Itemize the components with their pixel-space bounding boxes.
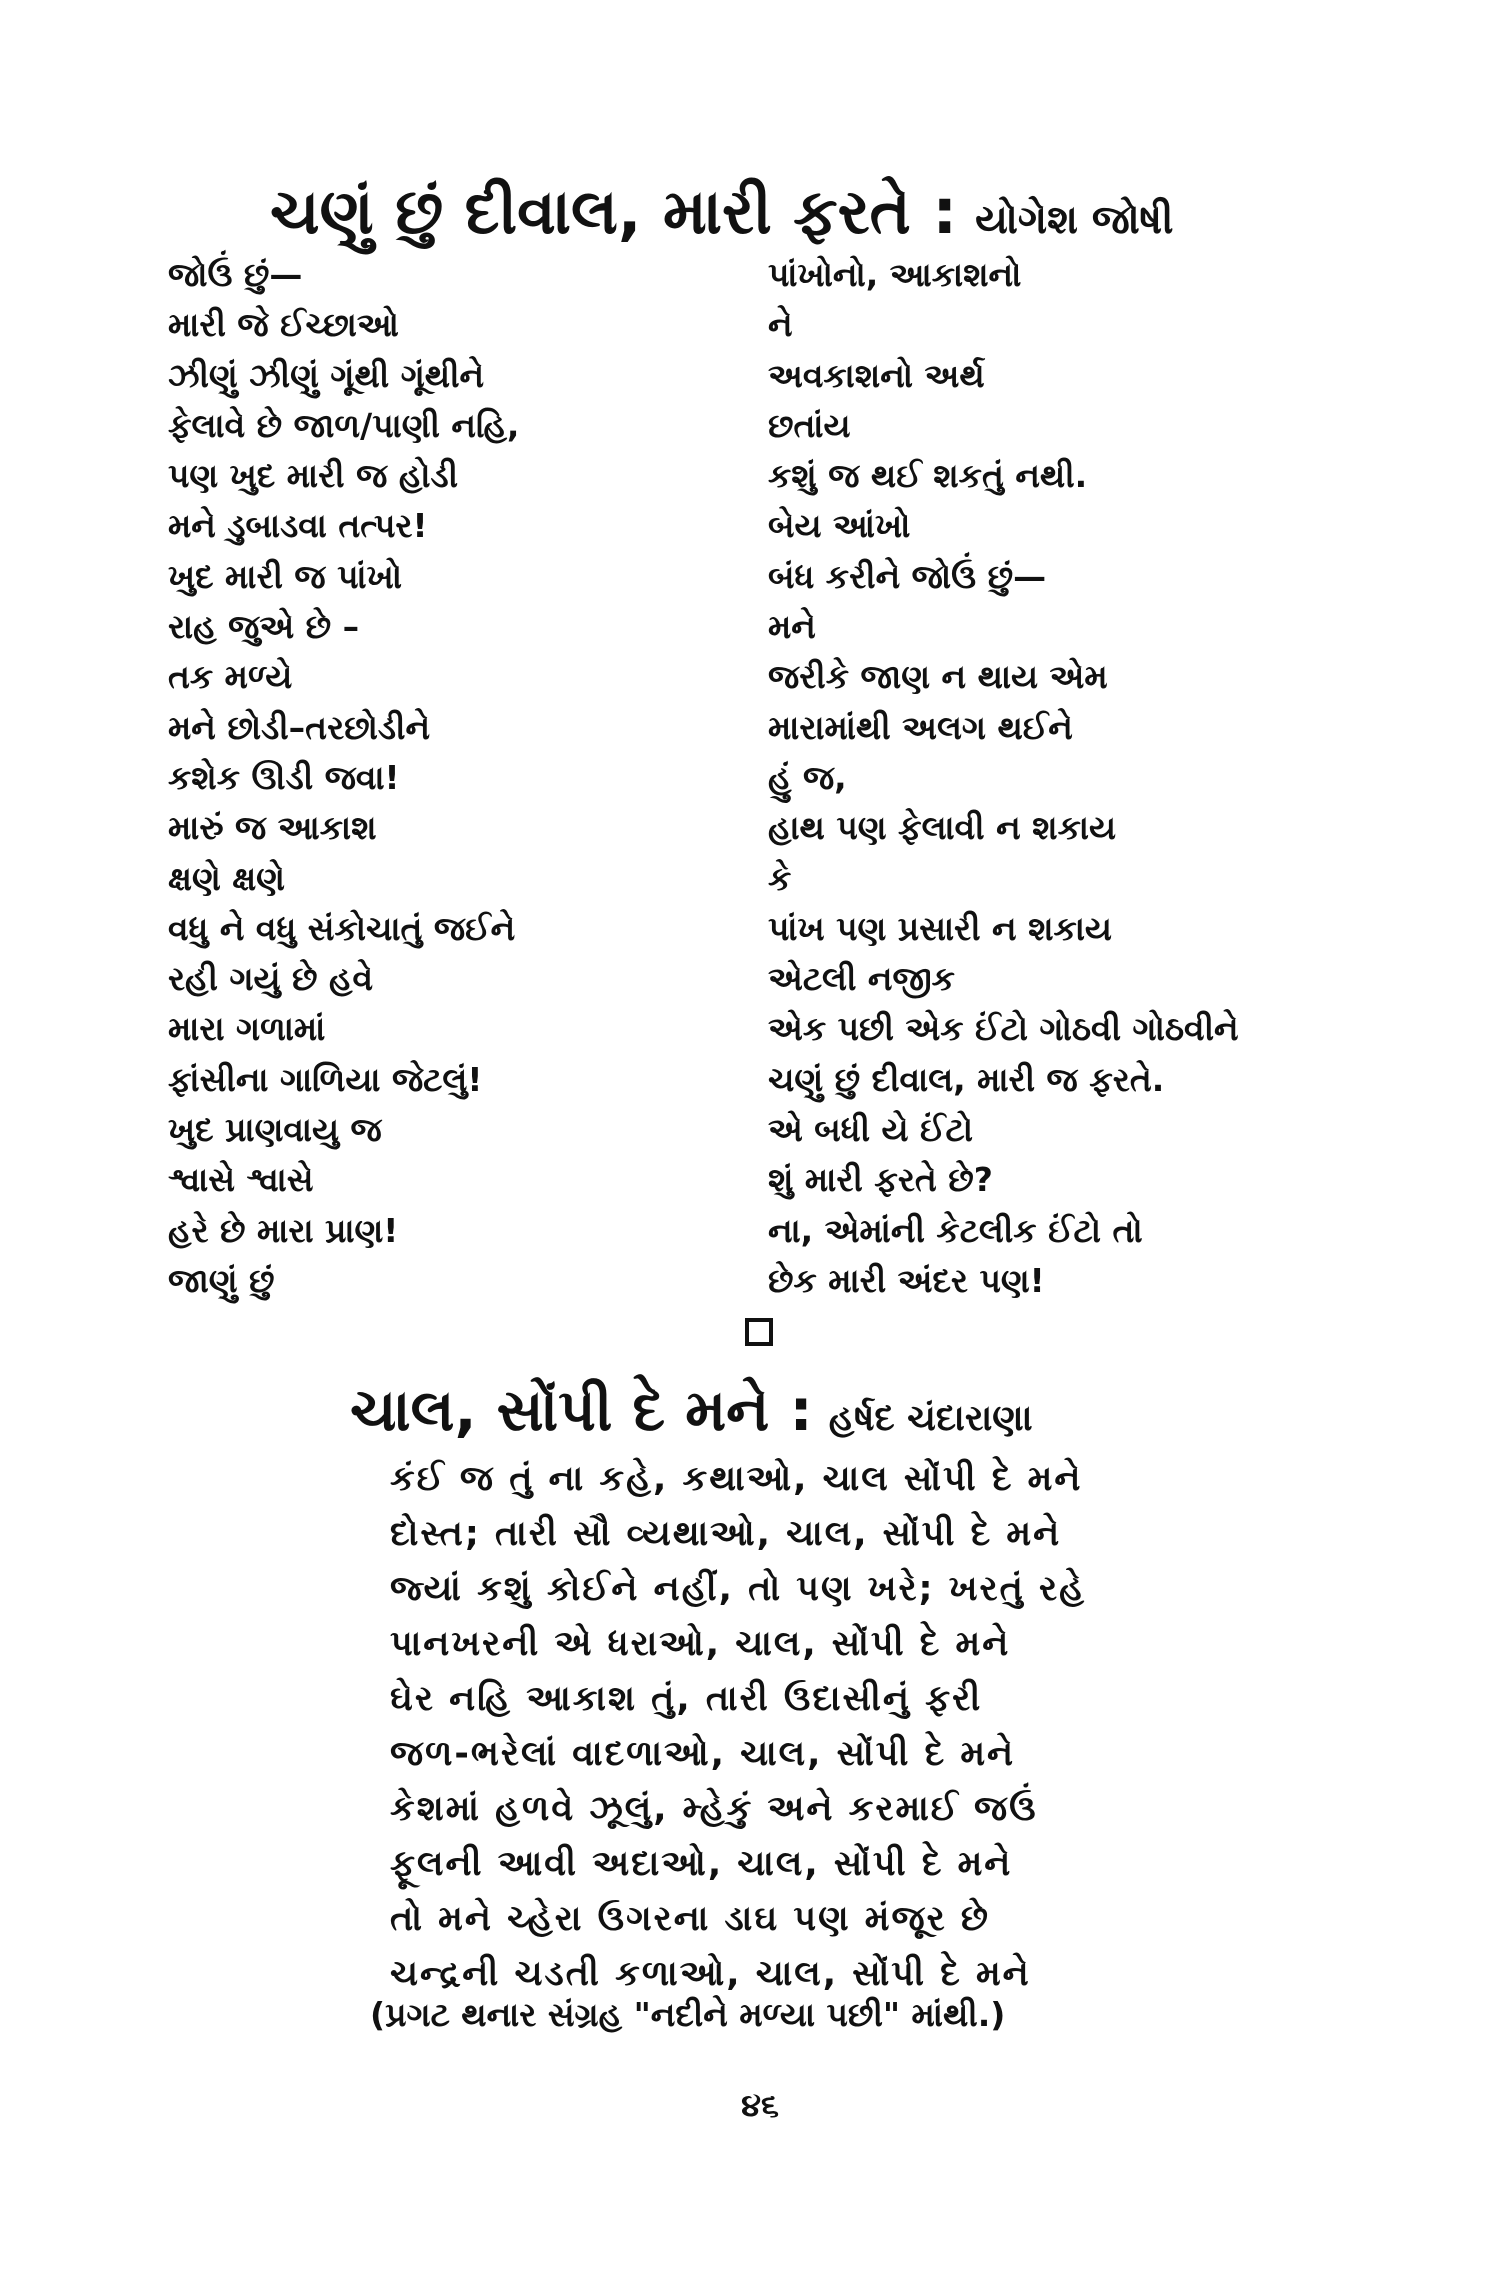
ghazal-line: કેશમાં હળવે ઝૂલું, મ્હેકું અને કરમાઈ જઉં — [390, 1789, 1038, 1829]
poem-line: ઝીણું ઝીણું ગૂંથી ગૂંથીને — [168, 355, 485, 395]
poem-line: બેય આંખો — [768, 506, 911, 546]
poem-line: તક મળ્યે — [168, 657, 293, 697]
ghazal-line: પાનખરની એ ધરાઓ, ચાલ, સોંપી દે મને — [390, 1624, 1011, 1664]
poem-line: ફેલાવે છે જાળ/પાણી નહિ, — [168, 405, 520, 445]
poem-line: અવકાશનો અર્થ — [768, 355, 985, 395]
source-note: (પ્રગટ થનાર સંગ્રહ "નદીને મળ્યા પછી" માંથી.) — [370, 1995, 1006, 2034]
poem-line: બંધ કરીને જોઉં છું— — [768, 556, 1047, 596]
poem-line: મારા ગળામાં — [168, 1009, 326, 1049]
poem-line: એ બધી યે ઈંટો — [768, 1110, 973, 1150]
poem-line: મારામાંથી અલગ થઈને — [768, 707, 1073, 747]
ghazal-line: ચન્દ્રની ચડતી કળાઓ, ચાલ, સોંપી દે મને — [390, 1954, 1031, 1994]
poem-line: કે — [768, 858, 792, 898]
poem1-left-column — [168, 250, 728, 1306]
poem-line: પાંખ પણ પ્રસારી ન શકાય — [768, 908, 1112, 948]
poem-line: પાંખોનો, આકાશનો — [768, 255, 1022, 294]
poem-line: કશું જ થઈ શકતું નથી. — [768, 456, 1088, 496]
poem-line: મને — [768, 607, 816, 647]
ghazal-line: ફૂલની આવી અદાઓ, ચાલ, સોંપી દે મને — [390, 1844, 1013, 1884]
poem-line: ખુદ પ્રાણવાયુ જ — [168, 1110, 382, 1150]
poem-line: એટલી નજીક — [768, 959, 955, 999]
poem-line: રાહ જુએ છે – — [168, 607, 360, 647]
poem-line: હું જ, — [768, 757, 847, 797]
poem-line: મને છોડી–તરછોડીને — [168, 707, 431, 747]
poem-line: જરીકે જાણ ન થાય એમ — [768, 657, 1108, 697]
poem-line: ખુદ મારી જ પાંખો — [168, 556, 403, 596]
poem2-title: ચાલ, સોંપી દે મને : — [350, 1376, 813, 1444]
ghazal-line: કંઈ જ તું ના કહે, કથાઓ, ચાલ સોંપી દે મને — [390, 1459, 1083, 1499]
poem-line: શું મારી ફરતે છે? — [768, 1160, 993, 1200]
poem-line: વધુ ને વધુ સંકોચાતું જઈને — [168, 908, 516, 948]
ghazal-line: દોસ્ત; તારી સૌ વ્યથાઓ, ચાલ, સોંપી દે મને — [390, 1514, 1062, 1554]
poem1-right-column — [768, 250, 1388, 1306]
ghazal-line: તો મને ચ્હેરા ઉગરના ડાઘ પણ મંજૂર છે — [390, 1899, 990, 1939]
poem-line: મારી જે ઈચ્છાઓ — [168, 305, 399, 345]
poem-line: જાણું છું — [168, 1260, 275, 1300]
poem-line: મારું જ આકાશ — [168, 808, 377, 848]
poem-line: મને ડુબાડવા તત્પર! — [168, 506, 428, 546]
poem-line: છતાંય — [768, 405, 851, 445]
ghazal-line: ઘેર નહિ આકાશ તું, તારી ઉદાસીનું ફરી — [390, 1679, 983, 1719]
poem-line: હરે છે મારા પ્રાણ! — [168, 1210, 399, 1250]
poem-line: ફાંસીના ગાળિયા જેટલું! — [168, 1059, 483, 1099]
ghazal-line: જળ-ભરેલાં વાદળાઓ, ચાલ, સોંપી દે મને — [390, 1734, 1016, 1774]
poem-line: રહી ગયું છે હવે — [168, 959, 374, 999]
poem-line: હાથ પણ ફેલાવી ન શકાય — [768, 808, 1117, 848]
poem1-title: ચણું છું દીવાલ, મારી ફરતે : — [270, 175, 958, 248]
poem-line: ના, એમાંની કેટલીક ઈંટો તો — [768, 1210, 1143, 1250]
poem-line: છેક મારી અંદર પણ! — [768, 1260, 1045, 1300]
poem-line: કશેક ઊડી જવા! — [168, 757, 400, 797]
poem1-heading — [270, 172, 1270, 260]
poem1-author: યોગેશ જોષી — [975, 197, 1174, 243]
poem-line: શ્વાસે શ્વાસે — [168, 1160, 314, 1200]
poem-line: એક પછી એક ઈંટો ગોઠવી ગોઠવીને — [768, 1009, 1239, 1049]
poem2-heading — [350, 1370, 1250, 1459]
section-separator-square — [745, 1318, 773, 1346]
poem2-author: હર્ષદ ચંદારાણા — [828, 1398, 1033, 1439]
ghazal-line: જ્યાં કશું કોઈને નહીં, તો પણ ખરે; ખરતું રહે — [390, 1569, 1086, 1609]
poem-line: ને — [768, 305, 793, 345]
poem-line: ચણું છું દીવાલ, મારી જ ફરતે. — [768, 1059, 1165, 1099]
poem-line: ક્ષણે ક્ષણે — [168, 858, 285, 898]
poem-line: પણ ખુદ મારી જ હોડી — [168, 456, 459, 496]
page-number: ૪૬ — [741, 2086, 779, 2124]
poem2-body — [390, 1452, 1150, 2002]
poem-line: જોઉં છું— — [168, 255, 303, 294]
